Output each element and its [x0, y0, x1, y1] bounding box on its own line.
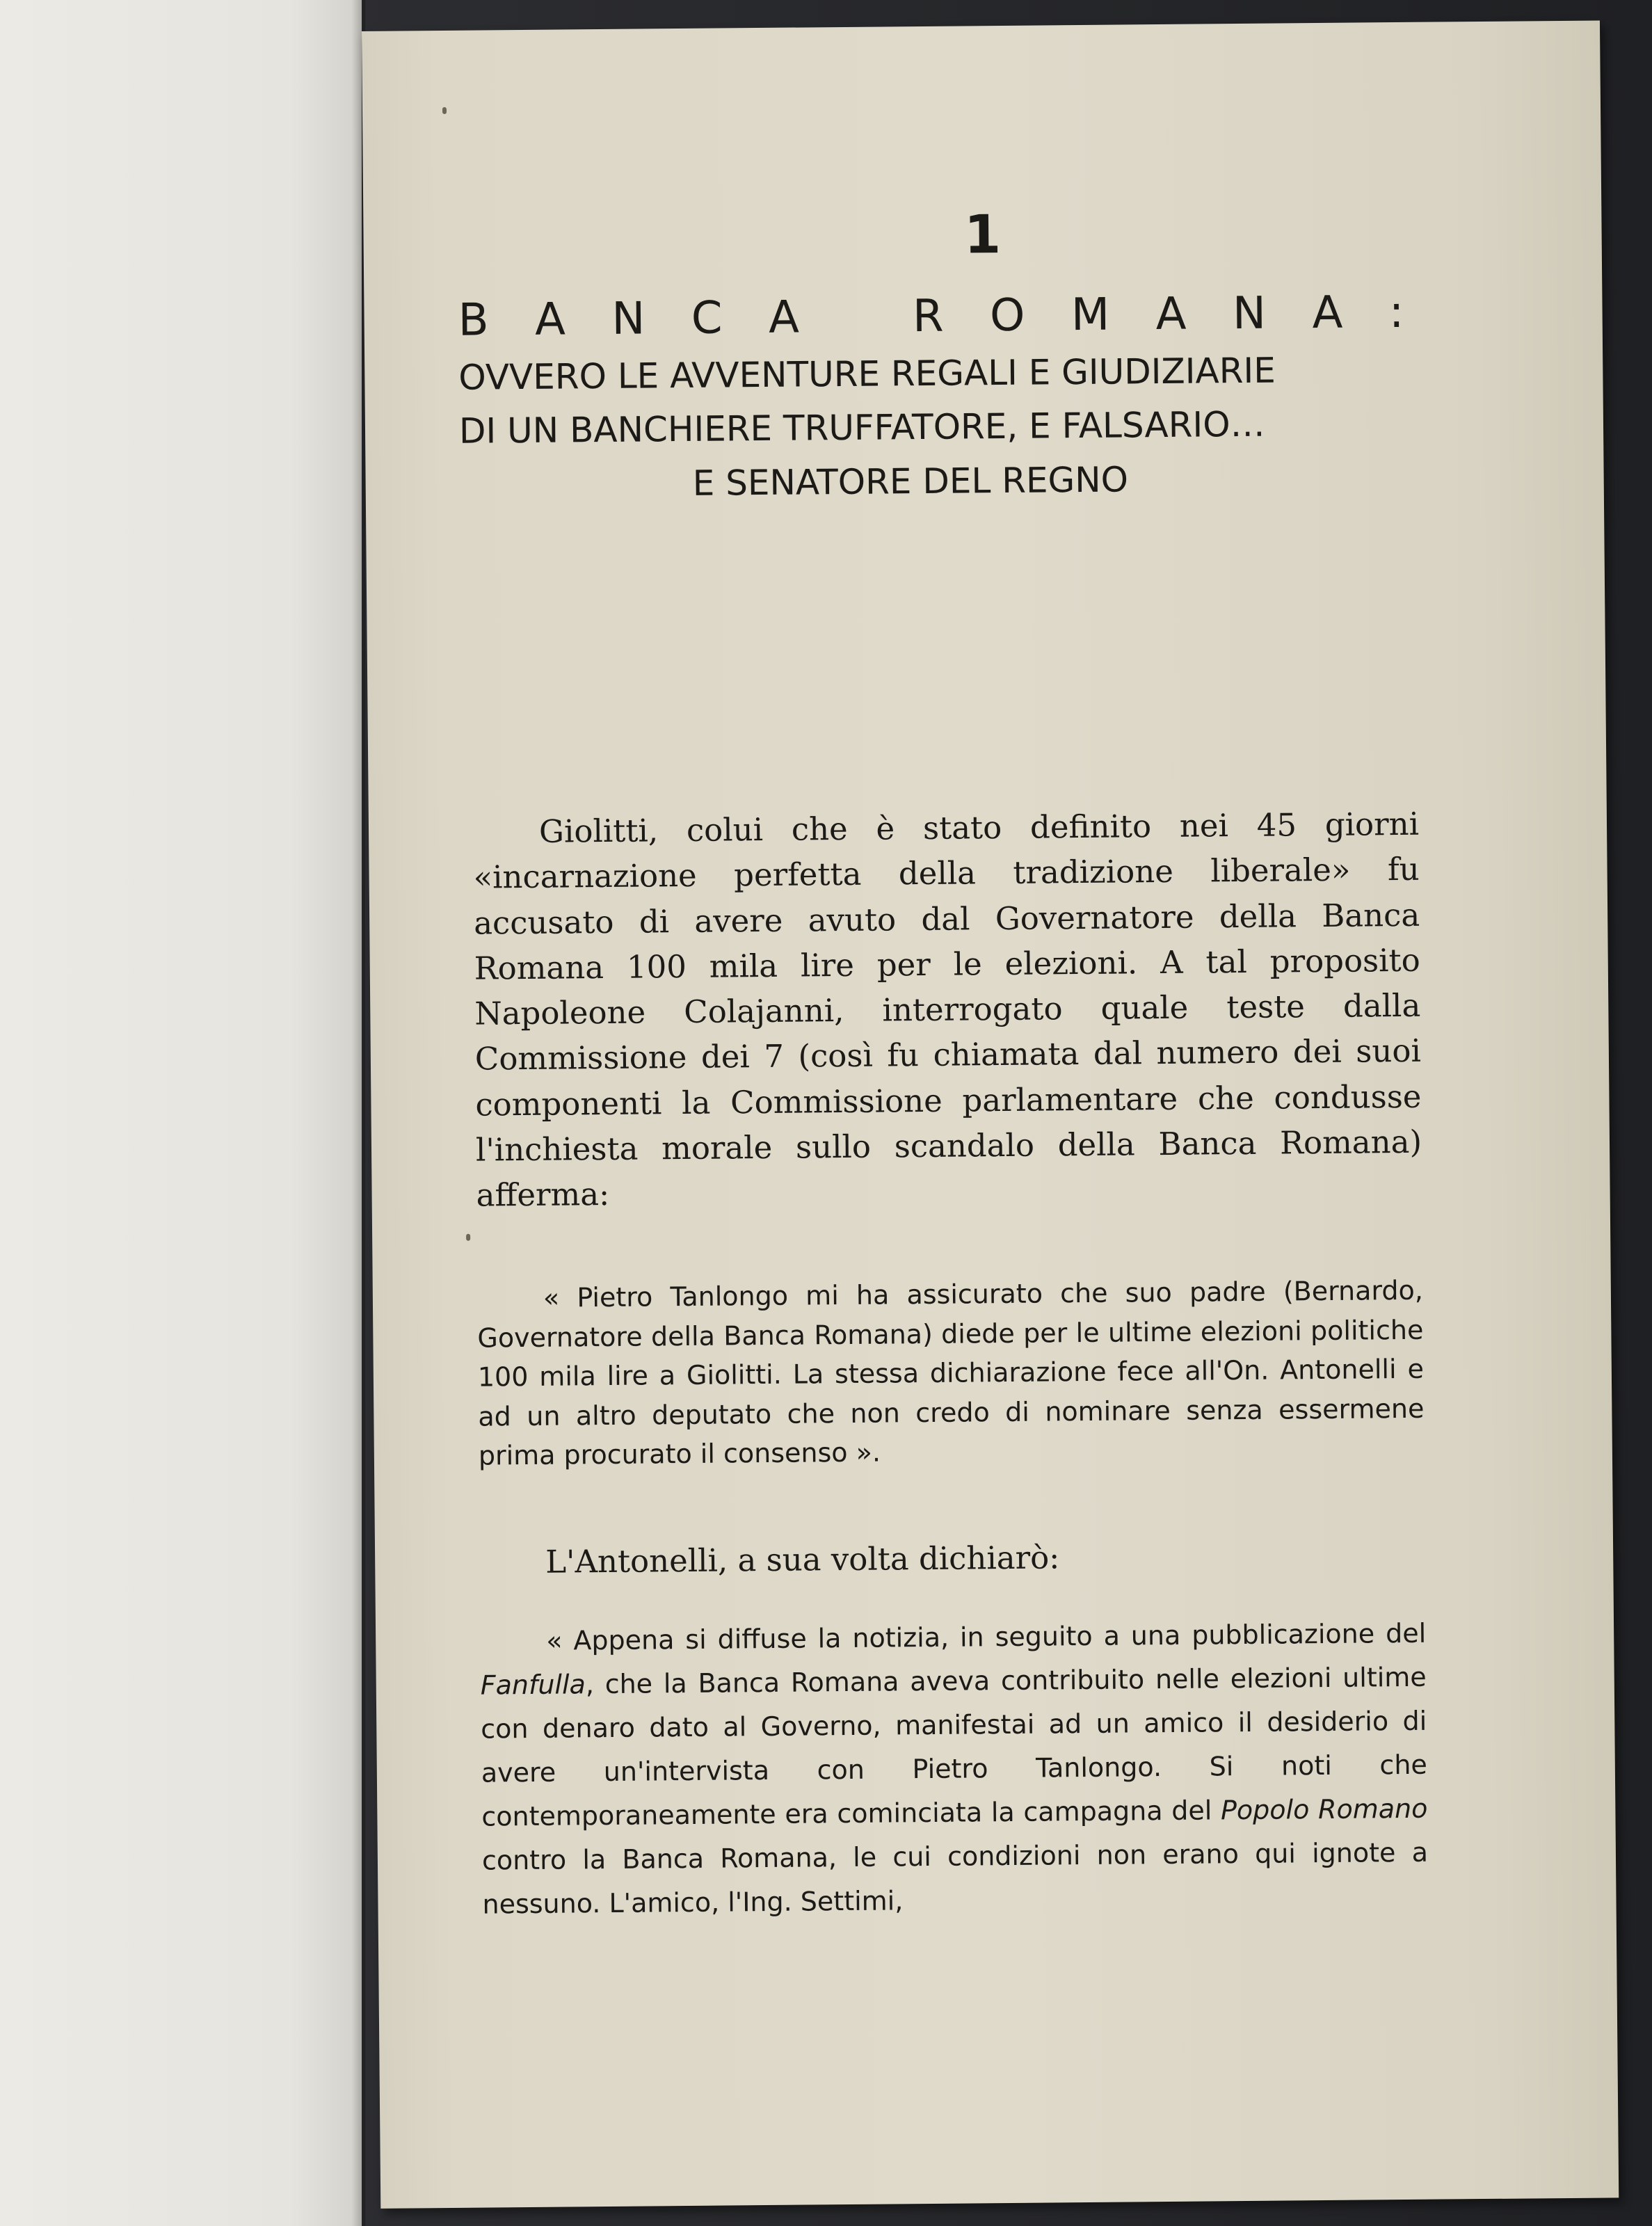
title-letter: A [768, 291, 800, 344]
chapter-number: 1 [963, 202, 1002, 266]
title-letter: A [1312, 287, 1343, 339]
chapter-title [458, 287, 1404, 346]
newspaper-title: Popolo Romano [1220, 1793, 1428, 1826]
title-letter: N [1232, 287, 1267, 340]
block-quote [477, 1271, 1425, 1475]
body-paragraph [473, 801, 1422, 1219]
title-letter: A [534, 294, 566, 346]
paragraph-text: Giolitti, colui che è stato definito nei 45 giorni «incarnazione perfetta della tradizione liberale» fu accusato di avere avuto dal Governatore della Banca Romana 100 mila lire per le elezioni. A tal proposito Napoleone Colajanni, interrogato quale teste dalla Commissione dei 7 (così fu chiamata dal numero dei suoi componenti la Commissione parlamentare che condusse l'inchiesta morale sullo scandalo della Banca Romana) afferma: [473, 805, 1422, 1215]
title-letter: B [458, 294, 489, 346]
book-page [362, 20, 1619, 2208]
subtitle-line: DI UN BANCHIERE TRUFFATORE, E FALSARIO… [458, 403, 1265, 451]
title-letter: R [912, 290, 944, 343]
subtitle-line: OVVERO LE AVVENTURE REGALI E GIUDIZIARIE [458, 350, 1276, 398]
quote-segment: « Appena si diffuse la notizia, in seguito a una pubblicazione del [546, 1617, 1427, 1656]
title-word-gap [845, 291, 867, 343]
title-letter: N [611, 293, 645, 345]
subtitle-line: E SENATORE DEL REGNO [692, 459, 1129, 504]
title-letter: M [1070, 289, 1110, 342]
title-letter: C [691, 292, 723, 344]
quote-segment: contro la Banca Romana, le cui condizioni non erano qui ignote a nessuno. L'amico, l'Ing. Settimi, [481, 1836, 1429, 1920]
quote-text: « Pietro Tanlongo mi ha assicurato che suo padre (Bernardo, Governatore della Banca Romana) diede per le ultime elezioni politiche 100 mila lire a Giolitti. La stessa dichiarazione fece all'On. Antonelli e ad un altro deputato che non credo di nominare senza essermene prima procurato il consenso ». [477, 1274, 1425, 1471]
title-letter: O [989, 289, 1025, 342]
paper-speck [442, 107, 447, 114]
quote-text [480, 1612, 1429, 1927]
paper-speck [466, 1234, 470, 1241]
book-gutter [351, 0, 365, 2226]
paragraph-text: L'Antonelli, a sua volta dichiarò: [545, 1539, 1060, 1580]
block-quote [480, 1612, 1429, 1927]
title-letter: : [1388, 286, 1404, 339]
quote-segment: , che la Banca Romana aveva contribuito nelle elezioni ultime con denaro dato al Governo, manifestai ad un amico il desiderio di avere un'intervista con Pietro Tanlongo. Si noti che contemporaneamente era cominciata la campagna del [481, 1661, 1427, 1832]
newspaper-title: Fanfulla [480, 1669, 586, 1701]
title-letter: A [1155, 288, 1187, 341]
left-page [0, 0, 362, 2226]
body-paragraph [479, 1532, 1426, 1585]
